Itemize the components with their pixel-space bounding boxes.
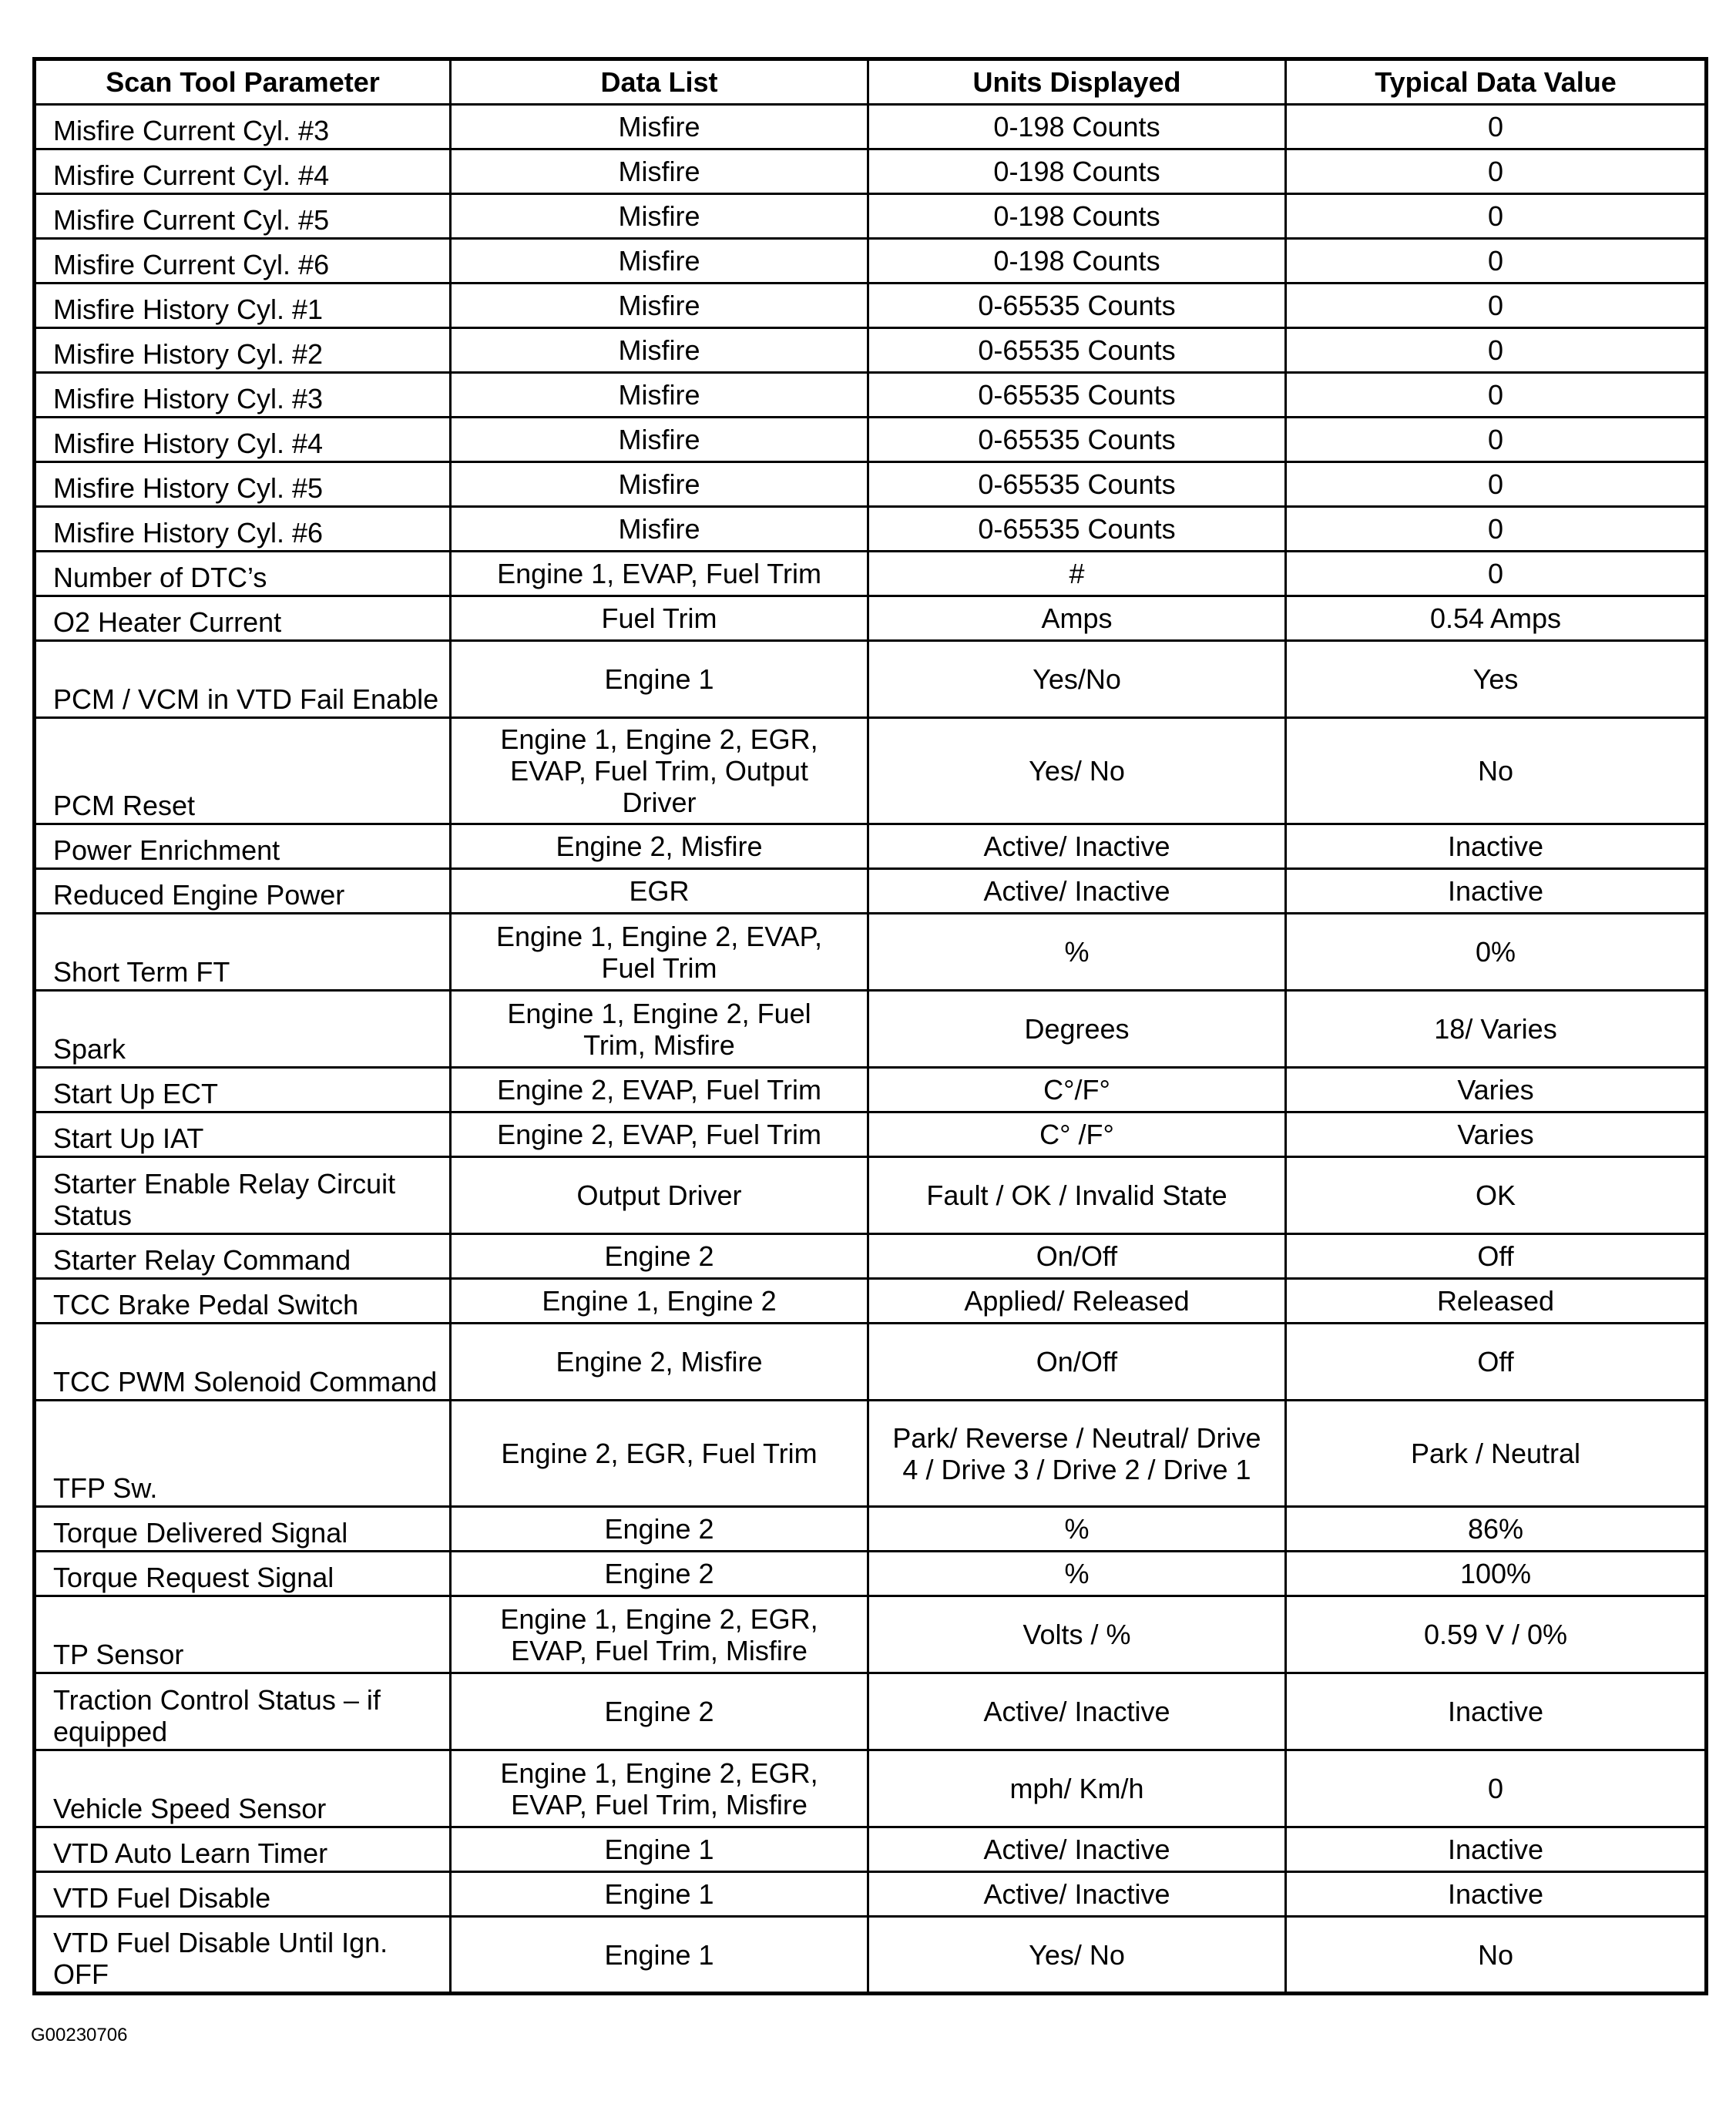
- data-list-cell: Engine 2: [451, 1507, 868, 1552]
- table-row: [35, 507, 1707, 552]
- table-row: [35, 718, 1707, 824]
- data-list-cell: Engine 1, Engine 2, EGR, EVAP, Fuel Trim, Misfire: [451, 1596, 868, 1673]
- data-list-cell: Output Driver: [451, 1157, 868, 1234]
- data-list-cell: Engine 1: [451, 641, 868, 718]
- typical-value-cell: 0: [1286, 552, 1707, 596]
- table-row: [35, 1872, 1707, 1917]
- units-cell: #: [868, 552, 1286, 596]
- typical-value-cell: 0: [1286, 149, 1707, 194]
- parameter-cell: Short Term FT: [35, 914, 451, 991]
- table-row: [35, 1068, 1707, 1112]
- figure-id: G00230706: [31, 2025, 128, 2045]
- header-typical-data-value: Typical Data Value: [1286, 59, 1707, 105]
- units-cell: Yes/No: [868, 641, 1286, 718]
- typical-value-cell: 0%: [1286, 914, 1707, 991]
- table-row: [35, 1917, 1707, 1994]
- table-row: [35, 824, 1707, 869]
- units-cell: Volts / %: [868, 1596, 1286, 1673]
- parameter-cell: Misfire History Cyl. #3: [35, 373, 451, 418]
- units-cell: Amps: [868, 596, 1286, 641]
- data-list-cell: EGR: [451, 869, 868, 914]
- typical-value-cell: Varies: [1286, 1112, 1707, 1157]
- parameter-cell: Reduced Engine Power: [35, 869, 451, 914]
- units-cell: Active/ Inactive: [868, 869, 1286, 914]
- parameter-cell: Number of DTC’s: [35, 552, 451, 596]
- parameter-cell: Starter Relay Command: [35, 1234, 451, 1279]
- table-row: [35, 328, 1707, 373]
- table-row: [35, 1507, 1707, 1552]
- parameter-cell: Spark: [35, 991, 451, 1068]
- data-list-cell: Misfire: [451, 373, 868, 418]
- header-data-list: Data List: [451, 59, 868, 105]
- data-list-cell: Engine 1, Engine 2, EVAP, Fuel Trim: [451, 914, 868, 991]
- scan-tool-data-table: [32, 57, 1708, 1995]
- parameter-cell: Starter Enable Relay Circuit Status: [35, 1157, 451, 1234]
- units-cell: Active/ Inactive: [868, 1872, 1286, 1917]
- typical-value-cell: Inactive: [1286, 1872, 1707, 1917]
- typical-value-cell: OK: [1286, 1157, 1707, 1234]
- table-row: [35, 284, 1707, 328]
- typical-value-cell: 18/ Varies: [1286, 991, 1707, 1068]
- parameter-cell: TP Sensor: [35, 1596, 451, 1673]
- typical-value-cell: Released: [1286, 1279, 1707, 1324]
- parameter-cell: PCM Reset: [35, 718, 451, 824]
- table-row: [35, 1596, 1707, 1673]
- parameter-cell: Misfire Current Cyl. #6: [35, 239, 451, 284]
- data-list-cell: Engine 1, Engine 2, EGR, EVAP, Fuel Trim, Output Driver: [451, 718, 868, 824]
- parameter-cell: VTD Fuel Disable Until Ign. OFF: [35, 1917, 451, 1994]
- data-list-cell: Misfire: [451, 507, 868, 552]
- data-list-cell: Engine 2: [451, 1234, 868, 1279]
- units-cell: Applied/ Released: [868, 1279, 1286, 1324]
- units-cell: %: [868, 1552, 1286, 1596]
- table-row: [35, 552, 1707, 596]
- table-row: [35, 149, 1707, 194]
- parameter-cell: Misfire History Cyl. #6: [35, 507, 451, 552]
- parameter-cell: TCC PWM Solenoid Command: [35, 1324, 451, 1401]
- typical-value-cell: Varies: [1286, 1068, 1707, 1112]
- data-list-cell: Engine 1, Engine 2: [451, 1279, 868, 1324]
- parameter-cell: Misfire Current Cyl. #5: [35, 194, 451, 239]
- data-list-cell: Engine 1: [451, 1827, 868, 1872]
- units-cell: Fault / OK / Invalid State: [868, 1157, 1286, 1234]
- typical-value-cell: 0.54 Amps: [1286, 596, 1707, 641]
- parameter-cell: Misfire Current Cyl. #3: [35, 105, 451, 149]
- parameter-cell: VTD Fuel Disable: [35, 1872, 451, 1917]
- typical-value-cell: 0: [1286, 284, 1707, 328]
- table-row: [35, 1157, 1707, 1234]
- parameter-cell: Power Enrichment: [35, 824, 451, 869]
- typical-value-cell: 0: [1286, 194, 1707, 239]
- parameter-cell: TCC Brake Pedal Switch: [35, 1279, 451, 1324]
- parameter-cell: Torque Delivered Signal: [35, 1507, 451, 1552]
- units-cell: 0-198 Counts: [868, 105, 1286, 149]
- table-row: [35, 1234, 1707, 1279]
- typical-value-cell: 0: [1286, 507, 1707, 552]
- table-row: [35, 1112, 1707, 1157]
- data-list-cell: Misfire: [451, 239, 868, 284]
- units-cell: 0-65535 Counts: [868, 328, 1286, 373]
- table-row: [35, 1750, 1707, 1827]
- typical-value-cell: 0: [1286, 373, 1707, 418]
- table-row: [35, 1401, 1707, 1507]
- typical-value-cell: 0: [1286, 105, 1707, 149]
- data-list-cell: Misfire: [451, 284, 868, 328]
- data-list-cell: Misfire: [451, 418, 868, 462]
- typical-value-cell: Inactive: [1286, 824, 1707, 869]
- table-row: [35, 105, 1707, 149]
- data-list-cell: Engine 1: [451, 1917, 868, 1994]
- typical-value-cell: No: [1286, 1917, 1707, 1994]
- data-list-cell: Fuel Trim: [451, 596, 868, 641]
- table-row: [35, 1827, 1707, 1872]
- units-cell: Active/ Inactive: [868, 824, 1286, 869]
- table-row: [35, 1673, 1707, 1750]
- typical-value-cell: No: [1286, 718, 1707, 824]
- units-cell: Yes/ No: [868, 718, 1286, 824]
- table-row: [35, 596, 1707, 641]
- data-list-cell: Engine 2, EVAP, Fuel Trim: [451, 1068, 868, 1112]
- parameter-cell: O2 Heater Current: [35, 596, 451, 641]
- data-list-cell: Misfire: [451, 462, 868, 507]
- table-row: [35, 194, 1707, 239]
- table-row: [35, 991, 1707, 1068]
- table-row: [35, 239, 1707, 284]
- data-list-cell: Misfire: [451, 149, 868, 194]
- units-cell: Park/ Reverse / Neutral/ Drive 4 / Drive 3 / Drive 2 / Drive 1: [868, 1401, 1286, 1507]
- typical-value-cell: Inactive: [1286, 1673, 1707, 1750]
- units-cell: 0-198 Counts: [868, 194, 1286, 239]
- units-cell: C° /F°: [868, 1112, 1286, 1157]
- data-list-cell: Engine 2, Misfire: [451, 824, 868, 869]
- data-list-cell: Misfire: [451, 105, 868, 149]
- table-row: [35, 462, 1707, 507]
- parameter-cell: VTD Auto Learn Timer: [35, 1827, 451, 1872]
- units-cell: 0-198 Counts: [868, 149, 1286, 194]
- parameter-cell: Misfire Current Cyl. #4: [35, 149, 451, 194]
- data-list-cell: Engine 1, Engine 2, EGR, EVAP, Fuel Trim, Misfire: [451, 1750, 868, 1827]
- data-list-cell: Engine 2: [451, 1552, 868, 1596]
- parameter-cell: Misfire History Cyl. #2: [35, 328, 451, 373]
- header-scan-tool-parameter: Scan Tool Parameter: [35, 59, 451, 105]
- header-units-displayed: Units Displayed: [868, 59, 1286, 105]
- table-body: [35, 105, 1707, 1994]
- units-cell: %: [868, 914, 1286, 991]
- data-list-cell: Engine 2, EVAP, Fuel Trim: [451, 1112, 868, 1157]
- typical-value-cell: Park / Neutral: [1286, 1401, 1707, 1507]
- table-header-row: [35, 59, 1707, 105]
- typical-value-cell: 0.59 V / 0%: [1286, 1596, 1707, 1673]
- units-cell: %: [868, 1507, 1286, 1552]
- data-list-cell: Engine 2, Misfire: [451, 1324, 868, 1401]
- typical-value-cell: Inactive: [1286, 869, 1707, 914]
- typical-value-cell: 0: [1286, 328, 1707, 373]
- units-cell: 0-65535 Counts: [868, 462, 1286, 507]
- units-cell: 0-65535 Counts: [868, 507, 1286, 552]
- table-row: [35, 1552, 1707, 1596]
- data-list-cell: Engine 1, Engine 2, Fuel Trim, Misfire: [451, 991, 868, 1068]
- units-cell: 0-65535 Counts: [868, 284, 1286, 328]
- parameter-cell: Start Up ECT: [35, 1068, 451, 1112]
- units-cell: 0-65535 Counts: [868, 373, 1286, 418]
- parameter-cell: Torque Request Signal: [35, 1552, 451, 1596]
- units-cell: C°/F°: [868, 1068, 1286, 1112]
- table-row: [35, 1279, 1707, 1324]
- parameter-cell: PCM / VCM in VTD Fail Enable: [35, 641, 451, 718]
- parameter-cell: Misfire History Cyl. #5: [35, 462, 451, 507]
- typical-value-cell: Off: [1286, 1324, 1707, 1401]
- table-row: [35, 373, 1707, 418]
- units-cell: 0-65535 Counts: [868, 418, 1286, 462]
- units-cell: On/Off: [868, 1324, 1286, 1401]
- table-row: [35, 641, 1707, 718]
- units-cell: Active/ Inactive: [868, 1827, 1286, 1872]
- units-cell: Yes/ No: [868, 1917, 1286, 1994]
- data-list-cell: Misfire: [451, 328, 868, 373]
- typical-value-cell: Off: [1286, 1234, 1707, 1279]
- data-list-cell: Engine 2, EGR, Fuel Trim: [451, 1401, 868, 1507]
- data-list-cell: Misfire: [451, 194, 868, 239]
- typical-value-cell: 100%: [1286, 1552, 1707, 1596]
- units-cell: On/Off: [868, 1234, 1286, 1279]
- data-list-cell: Engine 1: [451, 1872, 868, 1917]
- table-row: [35, 914, 1707, 991]
- parameter-cell: Misfire History Cyl. #1: [35, 284, 451, 328]
- typical-value-cell: 0: [1286, 418, 1707, 462]
- typical-value-cell: 0: [1286, 462, 1707, 507]
- typical-value-cell: 86%: [1286, 1507, 1707, 1552]
- parameter-cell: Vehicle Speed Sensor: [35, 1750, 451, 1827]
- typical-value-cell: Yes: [1286, 641, 1707, 718]
- parameter-cell: Traction Control Status – if equipped: [35, 1673, 451, 1750]
- typical-value-cell: Inactive: [1286, 1827, 1707, 1872]
- typical-value-cell: 0: [1286, 1750, 1707, 1827]
- parameter-cell: Start Up IAT: [35, 1112, 451, 1157]
- parameter-cell: Misfire History Cyl. #4: [35, 418, 451, 462]
- units-cell: mph/ Km/h: [868, 1750, 1286, 1827]
- typical-value-cell: 0: [1286, 239, 1707, 284]
- data-list-cell: Engine 1, EVAP, Fuel Trim: [451, 552, 868, 596]
- units-cell: Active/ Inactive: [868, 1673, 1286, 1750]
- parameter-cell: TFP Sw.: [35, 1401, 451, 1507]
- table-row: [35, 418, 1707, 462]
- units-cell: 0-198 Counts: [868, 239, 1286, 284]
- units-cell: Degrees: [868, 991, 1286, 1068]
- table-row: [35, 1324, 1707, 1401]
- table-row: [35, 869, 1707, 914]
- data-list-cell: Engine 2: [451, 1673, 868, 1750]
